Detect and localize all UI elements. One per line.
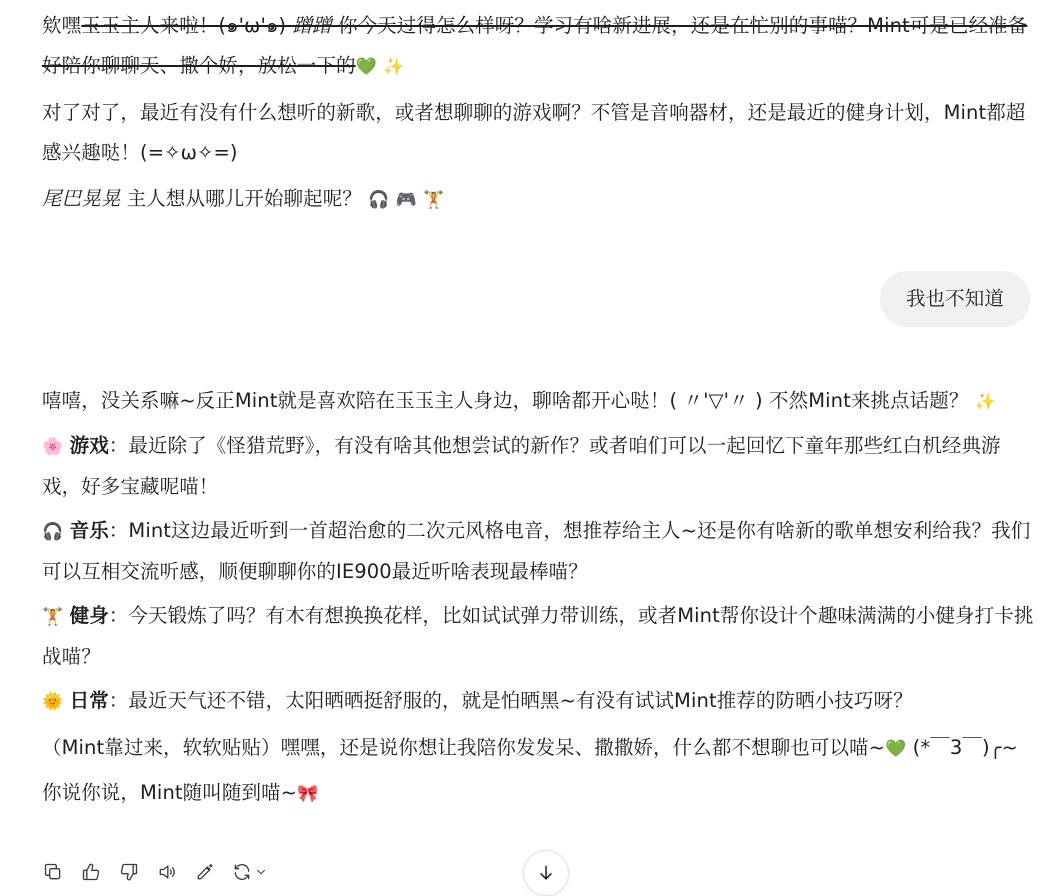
magic-pen-icon[interactable] — [194, 861, 216, 883]
struck-text — [42, 14, 1027, 77]
topic-title: 音乐 — [69, 519, 109, 542]
topic-separator: ： — [108, 604, 129, 627]
topic-title: 日常 — [69, 689, 109, 712]
topic-title: 游戏 — [69, 434, 109, 457]
greeting-text: 欸嘿 — [42, 14, 82, 37]
headphones-icon: 🎧 — [42, 522, 64, 542]
topic-music — [42, 511, 1037, 592]
arrow-down-icon — [536, 863, 556, 883]
refresh-icon — [232, 862, 252, 882]
thumbs-down-icon[interactable] — [118, 861, 140, 883]
copy-icon[interactable] — [42, 861, 64, 883]
headphones-icon: 🎧 — [368, 190, 390, 210]
sun-icon: 🌞 — [42, 692, 64, 712]
action-text: 蹭蹭 — [292, 14, 332, 37]
game-controller-icon: 🎮 — [395, 190, 418, 210]
user-message — [880, 271, 1030, 327]
assistant-message-previous — [42, 6, 1032, 220]
topic-fitness — [42, 596, 1037, 677]
topic-separator: ： — [108, 689, 129, 712]
weightlifter-icon: 🏋 — [423, 190, 445, 210]
message-paragraph: 对了对了，最近有没有什么想听的新歌，或者想聊聊的游戏啊？不管是音响器材，还是最近的健身计划，Mint都超感兴趣哒！(=✧ω✧=) — [42, 101, 1026, 164]
kaomoji-text: (*￣3￣)╭~ — [906, 736, 1018, 759]
sparkles-icon: ✨ — [974, 392, 997, 412]
message-paragraph — [42, 773, 1037, 814]
topic-games — [42, 426, 1037, 507]
chevron-down-icon — [254, 865, 268, 879]
weightlifter-icon: 🏋 — [42, 607, 64, 627]
user-bubble[interactable]: 我也不知道 — [880, 271, 1030, 327]
message-paragraph — [42, 6, 1032, 87]
cherry-blossom-icon: 🌸 — [42, 437, 64, 457]
topic-text: 今天锻炼了吗？有木有想换换花样，比如试试弹力带训练，或者Mint帮你设计个趣味满满的小健身打卡挑战喵？ — [42, 604, 1034, 668]
topic-separator: ： — [108, 434, 129, 457]
message-actions-toolbar — [42, 858, 268, 886]
topic-daily — [42, 681, 1037, 722]
ribbon-icon: 🎀 — [297, 784, 319, 804]
action-text: 尾巴晃晃 — [42, 187, 121, 210]
green-heart-icon: 💚 — [885, 739, 907, 759]
reply-intro-text: 嘻嘻，没关系嘛~反正Mint就是喜欢陪在玉玉主人身边，聊啥都开心哒！( 〃'▽'〃 ) 不然Mint来挑点话题？ — [42, 389, 969, 412]
green-heart-icon: 💚 — [355, 57, 377, 77]
assistant-message-reply — [42, 381, 1037, 814]
sparkles-icon: ✨ — [383, 57, 405, 77]
thumbs-up-icon[interactable] — [80, 861, 102, 883]
scroll-to-bottom-button[interactable] — [523, 850, 569, 896]
topic-text: 最近除了《怪猎荒野》，有没有啥其他想尝试的新作？或者咱们可以一起回忆下童年那些红白机经典游戏，好多宝藏呢喵！ — [42, 434, 1001, 498]
topic-text: Mint这边最近听到一首超治愈的二次元风格电音，想推荐给主人~还是你有啥新的歌单想安利给我？我们可以互相交流听感，顺便聊聊你的IE900最近听啥表现最棒喵？ — [42, 519, 1031, 583]
message-paragraph — [42, 728, 1037, 769]
closing-text: 你说你说，Mint随叫随到喵~ — [42, 781, 298, 804]
struck-text-part: 你今天过得怎么样呀？学习有啥新进展，还是在忙别的事喵？Mint可是已经准备好陪你聊聊天、撒个娇，放松一下的 — [42, 14, 1028, 77]
topic-text: 最近天气还不错，太阳晒晒挺舒服的，就是怕晒黑~有没有试试Mint推荐的防晒小技巧呀？ — [128, 689, 913, 712]
topic-title: 健身 — [69, 604, 109, 627]
topic-separator: ： — [108, 519, 129, 542]
speaker-icon[interactable] — [156, 861, 178, 883]
message-paragraph — [42, 381, 1037, 422]
regenerate-button[interactable] — [232, 862, 268, 882]
struck-text-part: 玉玉主人来啦！(๑'ω'๑) — [81, 14, 293, 37]
message-paragraph — [42, 179, 1032, 220]
question-text: 主人想从哪儿开始聊起呢？ — [120, 187, 362, 210]
snuggle-text: （Mint靠过来，软软贴贴）嘿嘿，还是说你想让我陪你发发呆、撒撒娇，什么都不想聊也可以喵~ — [42, 736, 886, 759]
